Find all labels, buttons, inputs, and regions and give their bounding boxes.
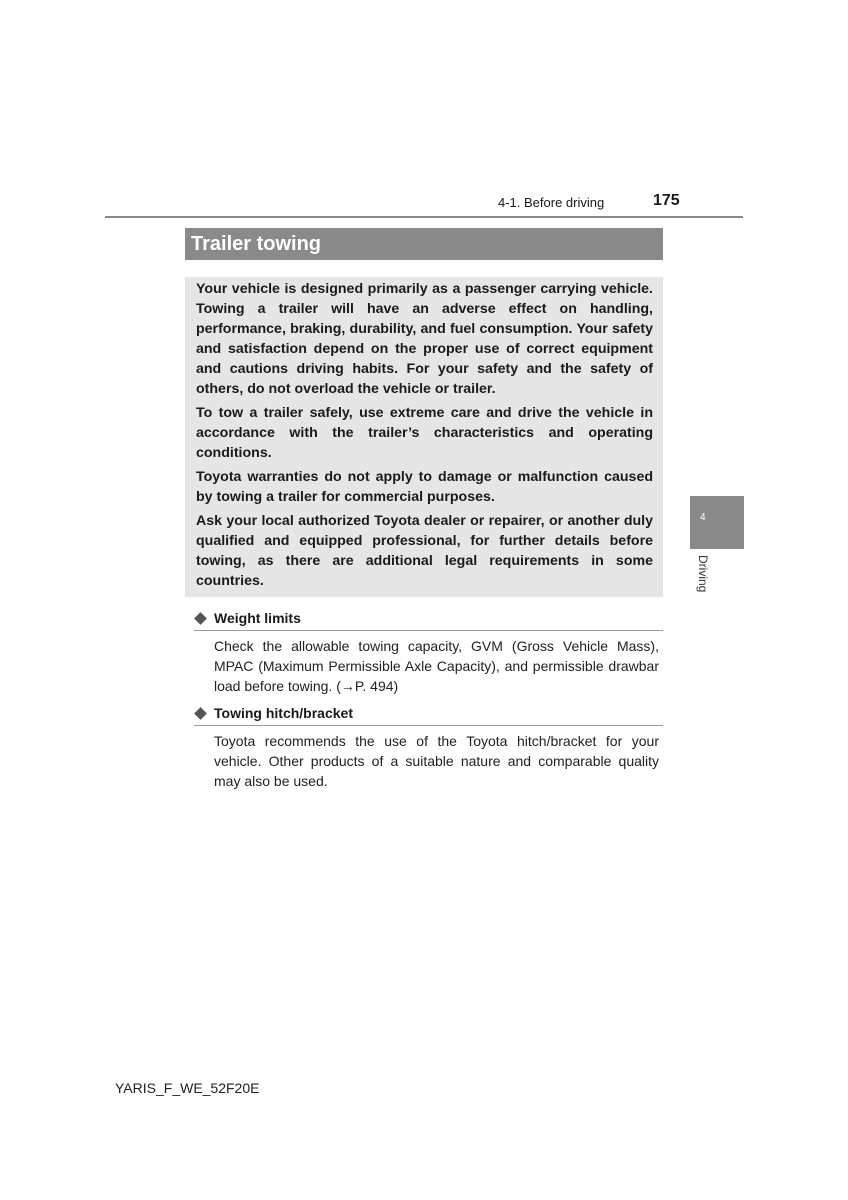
header-section-title: 4-1. Before driving	[498, 195, 605, 210]
header-divider	[105, 216, 743, 218]
diamond-bullet-icon	[194, 612, 207, 625]
towing-hitch-body: Toyota recommends the use of the Toyota hitch/bracket for your vehicle. Other products of a suitable nature and comparable quality may also be used.	[214, 733, 659, 789]
chapter-number: 4	[700, 512, 706, 523]
diamond-bullet-icon	[194, 707, 207, 720]
weight-limits-body: Check the allowable towing capacity, GVM (Gross Vehicle Mass), MPAC (Maximum Permissible Axle Capacity), and permissible drawbar load before towing. (→P. 494)	[214, 638, 659, 694]
chapter-label: Driving	[696, 555, 710, 593]
chapter-tab	[690, 496, 744, 549]
intro-paragraph: Toyota warranties do not apply to damage or malfunction caused by towing a trailer for commercial purposes.	[196, 469, 653, 505]
footer-code: YARIS_F_WE_52F20E	[115, 1080, 260, 1096]
intro-paragraph: Ask your local authorized Toyota dealer or repairer, or another duly qualified and equipped professional, for further details before towing, as there are additional legal requirements in some countries.	[196, 513, 653, 589]
weight-limits-heading-text: Weight limits	[214, 610, 301, 626]
page-title: Trailer towing	[185, 228, 663, 260]
towing-hitch-heading-text: Towing hitch/bracket	[214, 705, 353, 721]
towing-hitch-heading	[194, 703, 663, 726]
intro-paragraph: To tow a trailer safely, use extreme care and drive the vehicle in accordance with the trailer’s characteristics and operating conditions.	[196, 405, 653, 461]
weight-limits-heading	[194, 608, 663, 631]
intro-box	[185, 277, 663, 597]
intro-paragraph: Your vehicle is designed primarily as a passenger carrying vehicle. Towing a trailer will have an adverse effect on handling, performance, braking, durability, and fuel consumption. Your safety and satisfaction depend on the proper use of correct equipment and cautions driving habits. For your safety and the safety of others, do not overload the vehicle or trailer.	[196, 281, 653, 397]
page-number: 175	[653, 192, 680, 209]
